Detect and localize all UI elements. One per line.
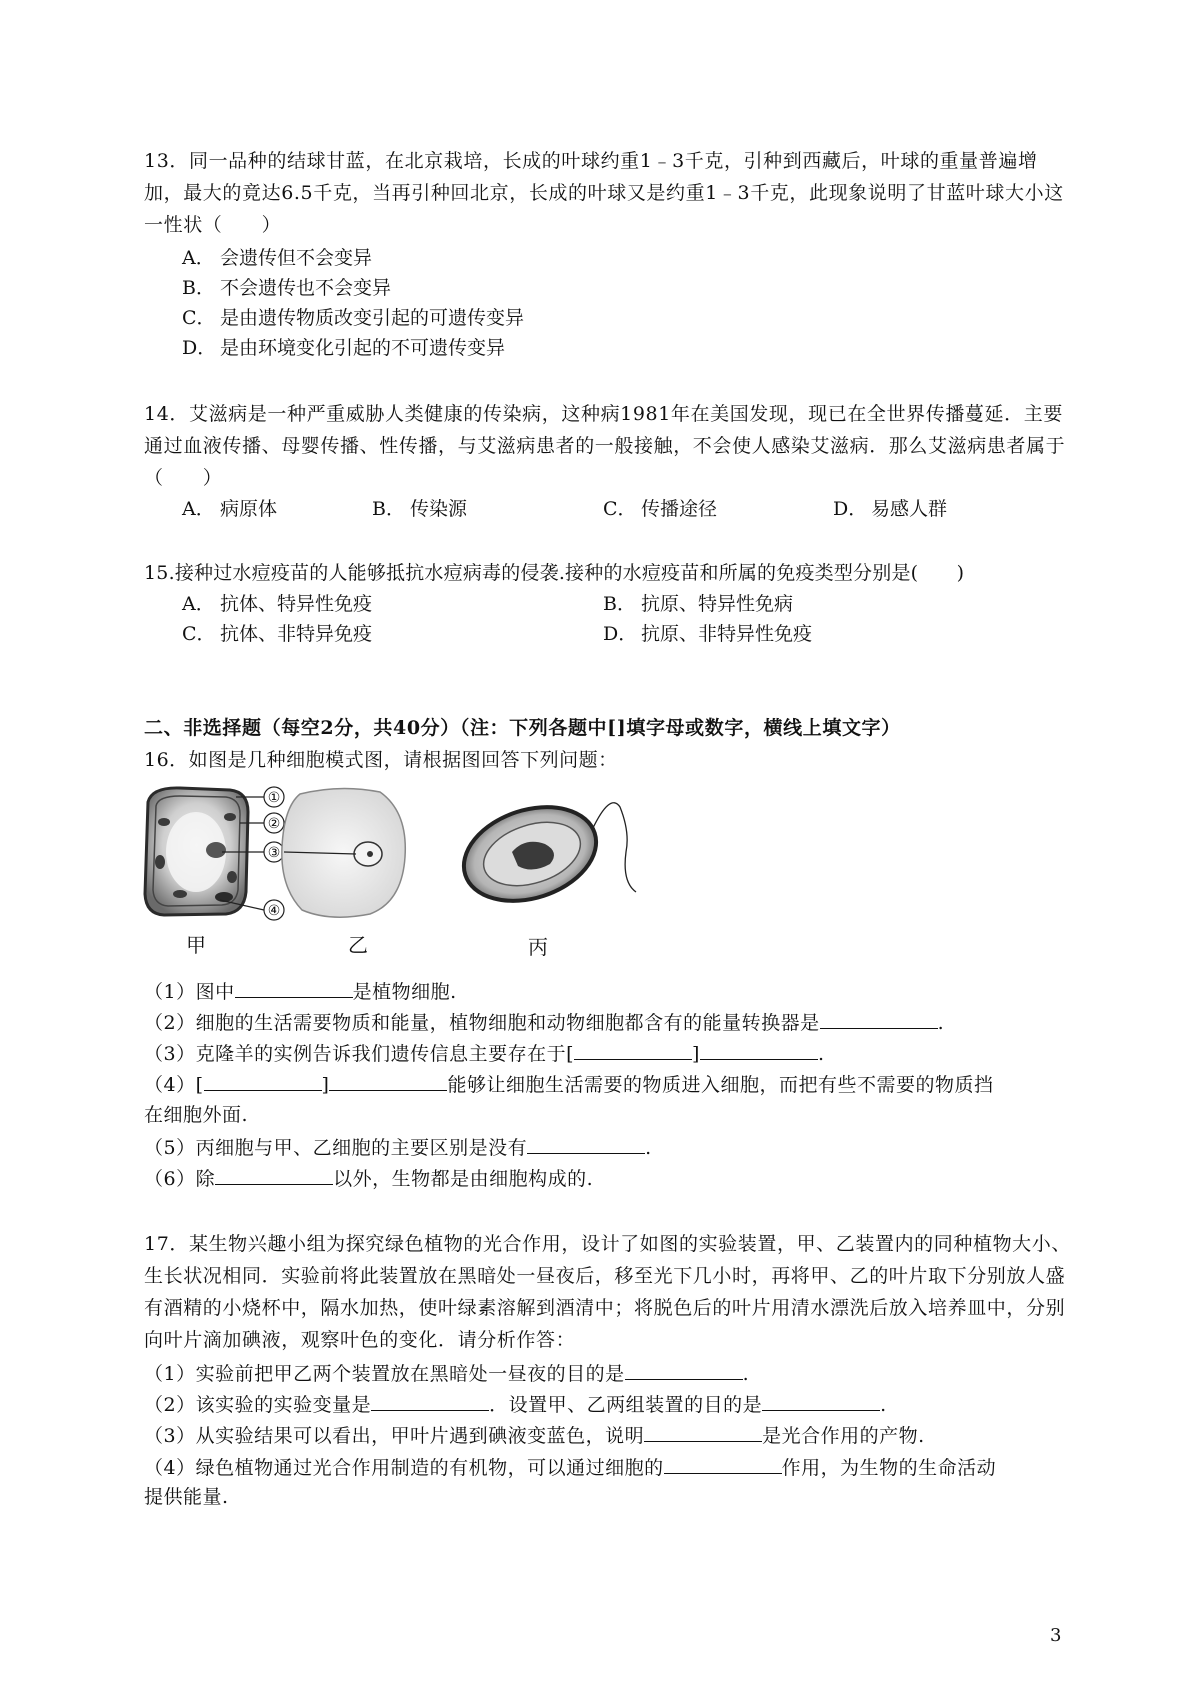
option-label: A． <box>182 498 215 520</box>
q16-sub-4 <box>144 1068 993 1100</box>
q16-sub-6 <box>144 1162 593 1194</box>
text: （1）实验前把甲乙两个装置放在黑暗处一昼夜的目的是 <box>144 1363 625 1385</box>
option-text: 会遗传但不会变异 <box>220 247 373 269</box>
question-13-option-a[interactable] <box>182 243 372 273</box>
svg-text:③: ③ <box>267 845 281 861</box>
q16-sub-1 <box>144 975 457 1007</box>
answer-blank[interactable] <box>664 1451 782 1474</box>
answer-blank[interactable] <box>644 1419 762 1442</box>
q16-sub-4-cont: 在细胞外面. <box>144 1104 249 1126</box>
option-label: B． <box>603 593 636 615</box>
text: . <box>645 1137 652 1159</box>
option-label: D． <box>833 498 868 520</box>
option-text: 抗体、特异性免疫 <box>220 593 373 615</box>
marker-3 <box>264 842 284 862</box>
question-16-stem: 16．如图是几种细胞模式图，请根据图回答下列问题： <box>144 749 618 771</box>
option-label: D． <box>182 337 217 359</box>
text: 是植物细胞. <box>352 981 457 1003</box>
question-13-option-d[interactable] <box>182 333 505 363</box>
text: . <box>880 1394 887 1416</box>
cell-diagram <box>140 782 730 957</box>
q17-sub-3 <box>144 1419 925 1451</box>
answer-blank[interactable] <box>215 1162 333 1185</box>
question-15-option-d[interactable] <box>603 619 812 649</box>
question-15-option-c[interactable] <box>182 619 372 649</box>
option-text: 抗体、非特异免疫 <box>220 623 373 645</box>
q17-sub-2 <box>144 1388 887 1420</box>
question-14-option-b[interactable] <box>372 494 467 524</box>
q16-sub-2 <box>144 1006 944 1038</box>
option-label: C． <box>603 498 637 520</box>
answer-blank-bracket[interactable] <box>574 1037 692 1060</box>
question-17-stem: 17．某生物兴趣小组为探究绿色植物的光合作用，设计了如图的实验装置，甲、乙装置内的同种植物大小、生长状况相同．实验前将此装置放在黑暗处一昼夜后，移至光下几小时，再将甲、乙的叶片取下分别放人盛有酒精的小烧杯中，隔水加热，使叶绿素溶解到酒清中；将脱色后的叶片用清水漂洗后放入培养皿中，分别向叶片滴加碘液，观察叶色的变化．请分析作答： <box>144 1233 1071 1351</box>
text: （2）细胞的生活需要物质和能量，植物细胞和动物细胞都含有的能量转换器是 <box>144 1012 820 1034</box>
option-text: 抗原、特异性免病 <box>641 593 794 615</box>
question-13-option-b[interactable] <box>182 273 391 303</box>
answer-blank[interactable] <box>762 1388 880 1411</box>
text: （2）该实验的实验变量是 <box>144 1394 372 1416</box>
question-13-option-c[interactable] <box>182 303 524 333</box>
svg-text:④: ④ <box>267 903 281 919</box>
text: 作用，为生物的生命活动 <box>781 1457 997 1479</box>
question-15-option-a[interactable] <box>182 589 372 619</box>
text: ] <box>321 1074 330 1096</box>
q17-sub-4-cont: 提供能量. <box>144 1486 229 1508</box>
caption-yi: 乙 <box>348 933 368 957</box>
text: . <box>742 1363 750 1385</box>
text: ] <box>692 1043 700 1065</box>
option-text: 不会遗传也不会变异 <box>220 277 392 299</box>
answer-blank[interactable] <box>527 1131 645 1154</box>
answer-blank[interactable] <box>371 1388 489 1411</box>
text: （3）克隆羊的实例告诉我们遗传信息主要存在于[ <box>144 1043 575 1065</box>
q16-sub-5 <box>144 1131 652 1163</box>
text: ．设置甲、乙两组装置的目的是 <box>489 1394 763 1416</box>
option-label: D． <box>603 623 638 645</box>
option-label: B． <box>372 498 405 520</box>
answer-blank[interactable] <box>235 975 353 998</box>
question-15-stem: 15.接种过水痘疫苗的人能够抵抗水痘病毒的侵袭.接种的水痘疫苗和所属的免疫类型分别是( ) <box>144 562 965 584</box>
question-15-option-b[interactable] <box>603 589 793 619</box>
question-14-option-a[interactable] <box>182 494 277 524</box>
answer-blank[interactable] <box>329 1068 447 1091</box>
text: （4）[ <box>144 1074 204 1096</box>
text: （3）从实验结果可以看出，甲叶片遇到碘液变蓝色，说明 <box>144 1425 645 1447</box>
caption-jia: 甲 <box>186 933 206 957</box>
option-text: 抗原、非特异性免疫 <box>641 623 813 645</box>
option-label: C． <box>182 623 216 645</box>
option-text: 病原体 <box>220 498 278 520</box>
option-label: B． <box>182 277 215 299</box>
marker-1 <box>264 787 284 807</box>
bacterium-bing <box>452 791 636 917</box>
marker-2 <box>264 813 284 833</box>
answer-blank[interactable] <box>820 1006 938 1029</box>
marker-4 <box>264 900 284 920</box>
q17-sub-1 <box>144 1357 749 1389</box>
text: . <box>937 1012 945 1034</box>
text: （1）图中 <box>144 981 235 1003</box>
option-label: C． <box>182 307 216 329</box>
text: （6）除 <box>144 1168 216 1190</box>
q16-sub-3 <box>144 1037 824 1069</box>
answer-blank[interactable] <box>625 1357 743 1380</box>
answer-blank-bracket[interactable] <box>204 1068 322 1091</box>
option-text: 是由遗传物质改变引起的可遗传变异 <box>220 307 525 329</box>
option-text: 是由环境变化引起的不可遗传变异 <box>220 337 506 359</box>
answer-blank[interactable] <box>700 1037 818 1060</box>
question-14-option-d[interactable] <box>833 494 947 524</box>
option-label: A． <box>182 247 215 269</box>
q17-sub-4 <box>144 1451 996 1483</box>
text: 以外，生物都是由细胞构成的. <box>333 1168 594 1190</box>
svg-text:②: ② <box>267 816 281 832</box>
question-14-option-c[interactable] <box>603 494 717 524</box>
text: （4）绿色植物通过光合作用制造的有机物，可以通过细胞的 <box>144 1457 664 1479</box>
section-2-heading: 二、非选择题（每空2分，共40分）（注：下列各题中[]填字母或数字，横线上填文字） <box>144 717 901 739</box>
text: 是光合作用的产物. <box>762 1425 925 1447</box>
question-14-stem: 14．艾滋病是一种严重威胁人类健康的传染病，这种病1981年在美国发现，现已在全世界传播蔓延．主要通过血液传播、母婴传播、性传播，与艾滋病患者的一般接触，不会使人感染艾滋病．那么艾滋病患者属于（ ） <box>144 403 1066 489</box>
option-text: 传染源 <box>410 498 468 520</box>
text: 能够让细胞生活需要的物质进入细胞，而把有些不需要的物质挡 <box>447 1074 994 1096</box>
svg-text:①: ① <box>267 790 281 806</box>
option-text: 传播途径 <box>641 498 718 520</box>
text: . <box>817 1043 825 1065</box>
animal-cell-yi <box>282 788 405 917</box>
page-number: 3 <box>1050 1625 1062 1646</box>
caption-bing: 丙 <box>528 935 548 957</box>
option-label: A． <box>182 593 215 615</box>
text: （5）丙细胞与甲、乙细胞的主要区别是没有 <box>144 1137 528 1159</box>
option-text: 易感人群 <box>871 498 948 520</box>
question-13-stem: 13．同一品种的结球甘蓝，在北京栽培，长成的叶球约重1﹣3千克，引种到西藏后，叶球的重量普遍增加，最大的竟达6.5千克，当再引种回北京，长成的叶球又是约重1﹣3千克，此现象说明了甘蓝叶球大小这一性状（ ） <box>144 150 1064 236</box>
